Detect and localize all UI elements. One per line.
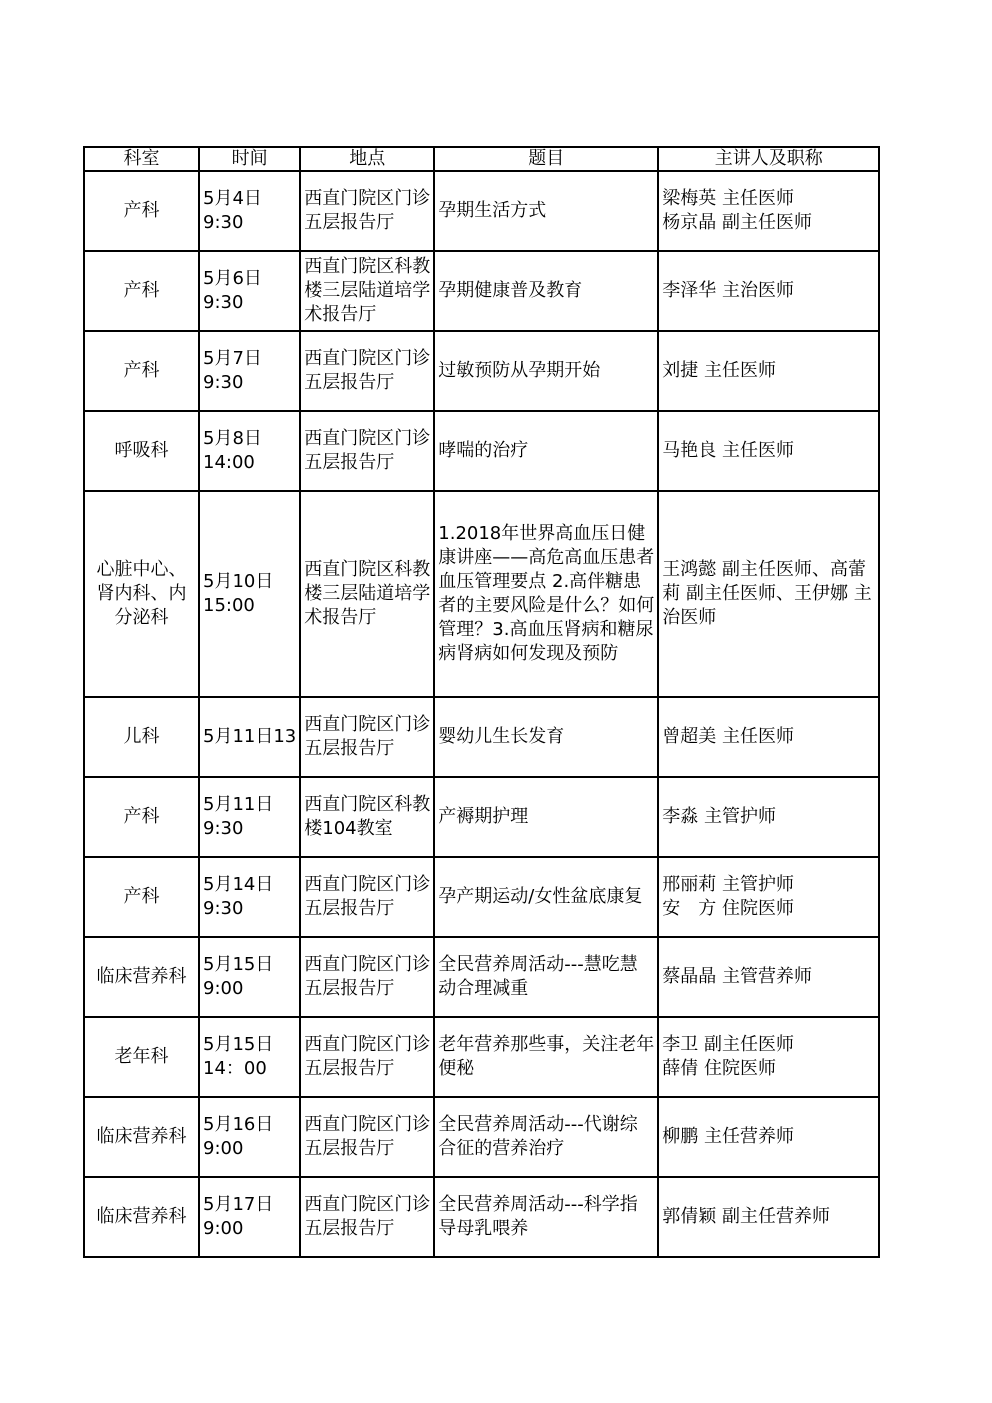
header-speaker: 主讲人及职称 <box>658 147 879 171</box>
cell-place: 西直门院区门诊五层报告厅 <box>300 411 434 491</box>
cell-speaker: 郭倩颖 副主任营养师 <box>658 1177 879 1257</box>
cell-dept: 产科 <box>84 171 199 251</box>
cell-topic: 哮喘的治疗 <box>434 411 658 491</box>
cell-time: 5月15日 9:00 <box>199 937 300 1017</box>
header-row <box>84 147 879 171</box>
cell-speaker: 李泽华 主治医师 <box>658 251 879 331</box>
lecture-schedule-table <box>83 146 880 1258</box>
table-row <box>84 411 879 491</box>
cell-dept: 临床营养科 <box>84 937 199 1017</box>
cell-topic: 孕期健康普及教育 <box>434 251 658 331</box>
cell-speaker: 曾超美 主任医师 <box>658 697 879 777</box>
cell-place: 西直门院区门诊五层报告厅 <box>300 857 434 937</box>
cell-speaker: 李卫 副主任医师 薛倩 住院医师 <box>658 1017 879 1097</box>
header-dept: 科室 <box>84 147 199 171</box>
cell-dept: 产科 <box>84 777 199 857</box>
table-row <box>84 857 879 937</box>
cell-dept: 儿科 <box>84 697 199 777</box>
cell-topic: 老年营养那些事，关注老年便秘 <box>434 1017 658 1097</box>
table-row <box>84 697 879 777</box>
cell-place: 西直门院区门诊五层报告厅 <box>300 171 434 251</box>
table-row <box>84 491 879 697</box>
cell-time: 5月14日 9:30 <box>199 857 300 937</box>
cell-topic: 孕产期运动/女性盆底康复 <box>434 857 658 937</box>
cell-place: 西直门院区科教楼104教室 <box>300 777 434 857</box>
cell-dept: 心脏中心、肾内科、内分泌科 <box>84 491 199 697</box>
cell-speaker: 蔡晶晶 主管营养师 <box>658 937 879 1017</box>
cell-topic: 孕期生活方式 <box>434 171 658 251</box>
cell-dept: 呼吸科 <box>84 411 199 491</box>
header-place: 地点 <box>300 147 434 171</box>
cell-time: 5月10日 15:00 <box>199 491 300 697</box>
cell-time: 5月11日 9:30 <box>199 777 300 857</box>
table-row <box>84 1177 879 1257</box>
cell-place: 西直门院区科教楼三层陆道培学术报告厅 <box>300 491 434 697</box>
header-time: 时间 <box>199 147 300 171</box>
cell-topic: 全民营养周活动---慧吃慧动合理减重 <box>434 937 658 1017</box>
cell-time: 5月17日 9:00 <box>199 1177 300 1257</box>
cell-dept: 产科 <box>84 251 199 331</box>
table-row <box>84 171 879 251</box>
cell-time: 5月6日 9:30 <box>199 251 300 331</box>
table-row <box>84 777 879 857</box>
table-row <box>84 937 879 1017</box>
cell-time: 5月11日13 <box>199 697 300 777</box>
cell-speaker: 王鸿懿 副主任医师、高蕾莉 副主任医师、王伊娜 主治医师 <box>658 491 879 697</box>
cell-speaker: 梁梅英 主任医师 杨京晶 副主任医师 <box>658 171 879 251</box>
cell-place: 西直门院区门诊五层报告厅 <box>300 1097 434 1177</box>
cell-topic: 全民营养周活动---代谢综合征的营养治疗 <box>434 1097 658 1177</box>
cell-topic: 产褥期护理 <box>434 777 658 857</box>
table-row <box>84 1017 879 1097</box>
cell-place: 西直门院区门诊五层报告厅 <box>300 1017 434 1097</box>
cell-time: 5月4日 9:30 <box>199 171 300 251</box>
cell-speaker: 柳鹏 主任营养师 <box>658 1097 879 1177</box>
cell-time: 5月15日 14：00 <box>199 1017 300 1097</box>
cell-time: 5月7日 9:30 <box>199 331 300 411</box>
table-row <box>84 251 879 331</box>
cell-topic: 1.2018年世界高血压日健康讲座——高危高血压患者血压管理要点 2.高伴糖患者的主要风险是什么？如何管理？3.高血压肾病和糖尿病肾病如何发现及预防 <box>434 491 658 697</box>
cell-speaker: 邢丽莉 主管护师 安 方 住院医师 <box>658 857 879 937</box>
cell-place: 西直门院区门诊五层报告厅 <box>300 331 434 411</box>
cell-dept: 临床营养科 <box>84 1097 199 1177</box>
cell-place: 西直门院区门诊五层报告厅 <box>300 1177 434 1257</box>
table-row <box>84 1097 879 1177</box>
cell-time: 5月8日 14:00 <box>199 411 300 491</box>
cell-topic: 过敏预防从孕期开始 <box>434 331 658 411</box>
cell-topic: 婴幼儿生长发育 <box>434 697 658 777</box>
cell-speaker: 李淼 主管护师 <box>658 777 879 857</box>
cell-speaker: 马艳良 主任医师 <box>658 411 879 491</box>
cell-dept: 临床营养科 <box>84 1177 199 1257</box>
cell-place: 西直门院区门诊五层报告厅 <box>300 697 434 777</box>
cell-topic: 全民营养周活动---科学指导母乳喂养 <box>434 1177 658 1257</box>
cell-place: 西直门院区科教楼三层陆道培学术报告厅 <box>300 251 434 331</box>
header-topic: 题目 <box>434 147 658 171</box>
cell-time: 5月16日 9:00 <box>199 1097 300 1177</box>
cell-speaker: 刘捷 主任医师 <box>658 331 879 411</box>
cell-dept: 产科 <box>84 857 199 937</box>
cell-dept: 老年科 <box>84 1017 199 1097</box>
cell-dept: 产科 <box>84 331 199 411</box>
table-row <box>84 331 879 411</box>
cell-place: 西直门院区门诊五层报告厅 <box>300 937 434 1017</box>
